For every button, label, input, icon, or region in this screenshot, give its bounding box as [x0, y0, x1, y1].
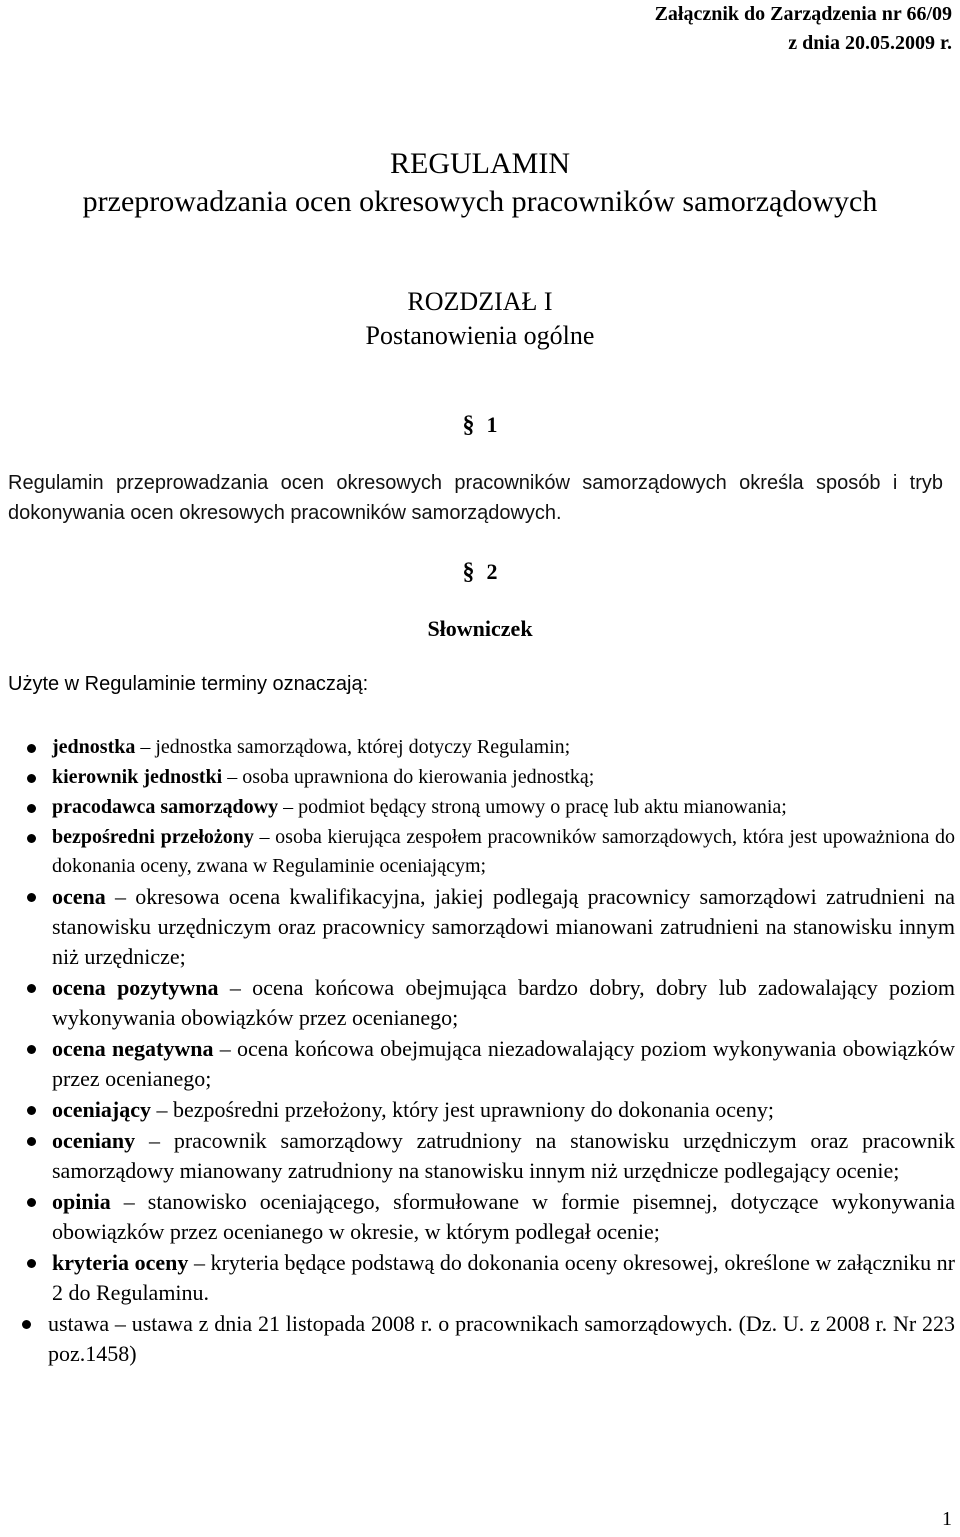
definition-text: – jednostka samorządowa, której dotyczy Regulamin;	[135, 736, 571, 758]
definition-term: kryteria oceny	[52, 1250, 189, 1275]
section-2-heading	[0, 559, 960, 586]
definition-term: ocena negatywna	[52, 1036, 214, 1061]
chapter-title: Postanowienia ogólne	[365, 321, 595, 350]
definition-term: oceniający	[52, 1097, 151, 1122]
bullet-icon	[27, 1106, 36, 1115]
list-item	[0, 1187, 960, 1247]
attachment-line-1: Załącznik do Zarządzenia nr 66/09	[654, 3, 952, 25]
list-item	[0, 1126, 960, 1186]
list-item	[0, 763, 960, 792]
section-1-text: Regulamin przeprowadzania ocen okresowych pracowników samorządowych określa sposób i tryb dokonywania ocen okresowych pracowników samorządowych.	[8, 472, 943, 524]
section-number: 1	[486, 412, 498, 437]
bullet-icon	[27, 1137, 36, 1146]
definition-term: kierownik jednostki	[52, 766, 223, 788]
bullet-icon	[27, 893, 36, 902]
list-item	[0, 1248, 960, 1308]
definition-text: ustawa – ustawa z dnia 21 listopada 2008 r. o pracownikach samorządowych. (Dz. U. z 2008 r. Nr 223 poz.1458)	[48, 1311, 955, 1366]
section-symbol: §	[462, 412, 475, 438]
definition-term: ocena pozytywna	[52, 975, 219, 1000]
definition-text: – osoba kierująca zespołem pracowników samorządowych, która jest upoważniona do dokonania oceny, zwana w Regulaminie oceniającym;	[52, 826, 955, 877]
definition-term: pracodawca samorządowy	[52, 796, 279, 818]
list-item	[0, 733, 960, 762]
definition-text: – ocena końcowa obejmująca niezadowalający poziom wykonywania obowiązków przez ocenianego;	[52, 1036, 955, 1091]
bullet-icon	[27, 834, 36, 843]
definition-text: – kryteria będące podstawą do dokonania oceny okresowej, określone w załączniku nr 2 do Regulaminu.	[52, 1250, 956, 1305]
bullet-icon	[27, 1198, 36, 1207]
title-line-2: przeprowadzania ocen okresowych pracowników samorządowych	[82, 185, 878, 218]
definition-term: bezpośredni przełożony	[52, 826, 254, 848]
list-item	[0, 973, 960, 1033]
title-line-1: REGULAMIN	[390, 147, 570, 180]
definition-text: – pracownik samorządowy zatrudniony na stanowisku urzędniczym oraz pracownik samorządowy mianowany zatrudniony na stanowisku innym niż urzędnicze podlegający ocenie;	[52, 1128, 955, 1183]
definition-text: – okresowa ocena kwalifikacyjna, jakiej podlegają pracownicy samorządowi zatrudnieni na stanowisku urzędniczym oraz pracownicy samorządowi mianowani zatrudnieni na stanowisku innym niż urzędnicze;	[52, 884, 955, 969]
definition-text: – podmiot będący stroną umowy o pracę lub aktu mianowania;	[278, 796, 787, 818]
bullet-icon	[27, 804, 36, 813]
list-item	[0, 882, 960, 972]
bullet-icon	[27, 1259, 36, 1268]
page-number: 1	[942, 1508, 952, 1530]
definition-text: – ocena końcowa obejmująca bardzo dobry, dobry lub zadowalający poziom wykonywania obowiązków przez ocenianego;	[52, 975, 955, 1030]
document-title	[0, 145, 960, 221]
definition-term: jednostka	[52, 736, 136, 758]
bullet-icon	[27, 774, 36, 783]
definition-term: ocena	[52, 884, 106, 909]
definitions-intro: Użyte w Regulaminie terminy oznaczają:	[8, 673, 369, 695]
bullet-icon	[27, 984, 36, 993]
bullet-icon	[27, 1045, 36, 1054]
bullet-icon	[27, 744, 36, 753]
chapter-number: ROZDZIAŁ I	[407, 287, 553, 316]
list-item	[0, 1309, 960, 1369]
list-item	[0, 793, 960, 822]
attachment-header	[655, 0, 952, 58]
attachment-line-2: z dnia 20.05.2009 r.	[788, 32, 952, 54]
section-symbol: §	[462, 559, 475, 585]
list-item	[0, 1095, 960, 1125]
definition-text: – stanowisko oceniającego, sformułowane w formie pisemnej, dotyczące wykonywania obowiązków przez ocenianego w okresie, w którym podlegał ocenie;	[52, 1189, 955, 1244]
section-2-subtitle: Słowniczek	[427, 616, 533, 641]
definitions-list	[0, 733, 960, 1370]
list-item	[0, 1034, 960, 1094]
section-1-heading	[0, 412, 960, 439]
definition-text: – osoba uprawniona do kierowania jednostką;	[222, 766, 595, 788]
chapter-heading	[0, 285, 960, 353]
list-item	[0, 823, 960, 881]
definition-text: – bezpośredni przełożony, który jest uprawniony do dokonania oceny;	[150, 1097, 774, 1122]
definition-term: opinia	[52, 1189, 111, 1214]
section-number: 2	[486, 559, 498, 584]
definition-term: oceniany	[52, 1128, 136, 1153]
bullet-icon	[22, 1320, 31, 1329]
